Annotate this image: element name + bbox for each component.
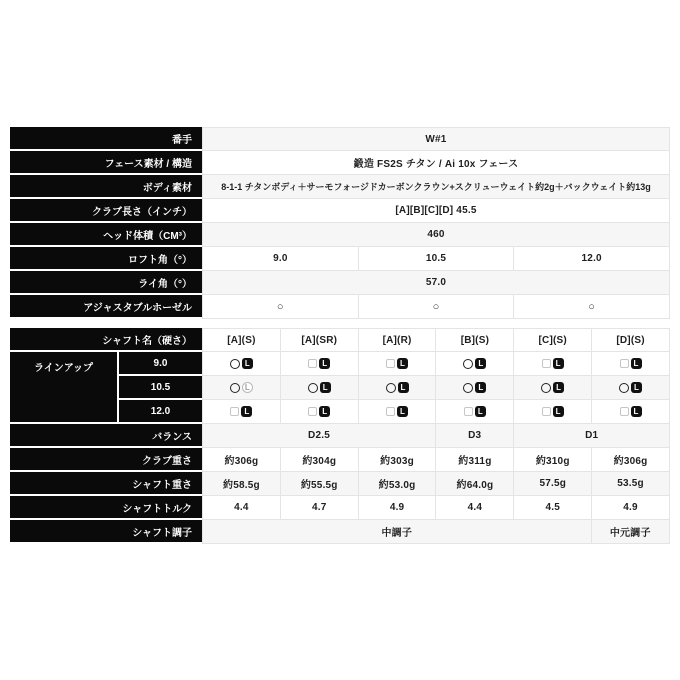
availability-circle-icon bbox=[541, 383, 551, 393]
shaft-weight-value: 57.5g bbox=[513, 472, 591, 495]
face-material-value: 鍛造 FS2S チタン / Ai 10x フェース bbox=[353, 159, 519, 170]
lineup-availability-cell bbox=[435, 376, 513, 399]
lineup-availability-cell bbox=[358, 400, 436, 423]
lineup-availability-cell bbox=[591, 376, 669, 399]
shaft-torque-label: シャフトトルク bbox=[10, 496, 202, 520]
lefty-badge-gray-icon: L bbox=[242, 382, 253, 393]
shaft-weight-value: 約64.0g bbox=[435, 472, 513, 495]
lineup-row-12 bbox=[117, 400, 670, 424]
lineup-availability-cell bbox=[280, 376, 358, 399]
balance-value: D2.5 bbox=[308, 430, 330, 441]
spec-sheet bbox=[10, 127, 670, 544]
spec-row-body-material bbox=[10, 175, 670, 199]
lineup-availability-cell bbox=[280, 352, 358, 375]
lefty-badge-icon: L bbox=[475, 358, 486, 369]
club-length-label: クラブ長さ（インチ） bbox=[10, 199, 202, 223]
loft-angle-value: 12.0 bbox=[513, 247, 669, 270]
lineup-availability-cell bbox=[280, 400, 358, 423]
lineup-row-9 bbox=[117, 352, 670, 376]
body-material-label: ボディ素材 bbox=[10, 175, 202, 199]
lineup-availability-cell bbox=[358, 352, 436, 375]
spec-row-club-number bbox=[10, 127, 670, 151]
availability-square-icon bbox=[308, 407, 317, 416]
availability-circle-icon bbox=[463, 383, 473, 393]
availability-circle-icon bbox=[308, 383, 318, 393]
adjustable-hosel-mark: ○ bbox=[513, 295, 669, 318]
availability-circle-icon bbox=[230, 383, 240, 393]
head-volume-value: 460 bbox=[427, 229, 445, 240]
club-weight-value: 約306g bbox=[591, 448, 669, 471]
lineup-block bbox=[10, 352, 670, 424]
lefty-badge-icon: L bbox=[320, 382, 331, 393]
head-spec-table bbox=[10, 127, 670, 319]
club-weight-label: クラブ重さ bbox=[10, 448, 202, 472]
lineup-availability-cell bbox=[435, 352, 513, 375]
spec-row-head-volume bbox=[10, 223, 670, 247]
lineup-availability-cell bbox=[203, 400, 280, 423]
lineup-availability-cell bbox=[513, 400, 591, 423]
club-number-label: 番手 bbox=[10, 127, 202, 151]
availability-circle-icon bbox=[619, 383, 629, 393]
spec-row-face-material bbox=[10, 151, 670, 175]
lefty-badge-icon: L bbox=[241, 406, 252, 417]
lefty-badge-icon: L bbox=[631, 358, 642, 369]
lefty-badge-icon: L bbox=[242, 358, 253, 369]
lineup-availability-cell bbox=[513, 376, 591, 399]
shaft-kick-point-label: シャフト調子 bbox=[10, 520, 202, 544]
club-weight-value: 約303g bbox=[358, 448, 436, 471]
lineup-availability-cell bbox=[513, 352, 591, 375]
lefty-badge-icon: L bbox=[631, 382, 642, 393]
loft-angle-value: 10.5 bbox=[358, 247, 514, 270]
shaft-column-header: [A](S) bbox=[227, 334, 256, 346]
lefty-badge-icon: L bbox=[553, 406, 564, 417]
face-material-label: フェース素材 / 構造 bbox=[10, 151, 202, 175]
spec-row-club-length bbox=[10, 199, 670, 223]
spec-row-adjustable-hosel bbox=[10, 295, 670, 319]
loft-angle-label: ロフト角（°） bbox=[10, 247, 202, 271]
lefty-badge-icon: L bbox=[631, 406, 642, 417]
club-weight-value: 約306g bbox=[224, 456, 259, 467]
lefty-badge-icon: L bbox=[319, 406, 330, 417]
shaft-column-header: [C](S) bbox=[513, 329, 591, 351]
availability-square-icon bbox=[464, 407, 473, 416]
club-weight-value: 約311g bbox=[435, 448, 513, 471]
shaft-header-row bbox=[10, 328, 670, 352]
lineup-label: ラインアップ bbox=[10, 352, 117, 424]
shaft-weight-value: 約55.5g bbox=[280, 472, 358, 495]
body-material-value: 8-1-1 チタンボディ＋サーモフォージドカーボンクラウン+スクリューウェイト約2g＋バックウェイト約13g bbox=[221, 182, 651, 192]
lineup-row-10-5 bbox=[117, 376, 670, 400]
lineup-loft-label: 9.0 bbox=[117, 352, 202, 376]
shaft-column-header: [A](SR) bbox=[280, 329, 358, 351]
shaft-weight-label: シャフト重さ bbox=[10, 472, 202, 496]
lefty-badge-icon: L bbox=[397, 358, 408, 369]
head-volume-label: ヘッド体積（CM³） bbox=[10, 223, 202, 247]
shaft-kick-point-value: 中元調子 bbox=[591, 520, 670, 543]
shaft-name-label: シャフト名（硬さ） bbox=[10, 328, 202, 352]
club-number-value: W#1 bbox=[425, 133, 447, 145]
lefty-badge-icon: L bbox=[553, 358, 564, 369]
availability-square-icon bbox=[386, 359, 395, 368]
shaft-column-header: [D](S) bbox=[591, 329, 669, 351]
balance-value: D3 bbox=[435, 424, 513, 447]
shaft-kick-point-value: 中調子 bbox=[381, 528, 413, 539]
spec-row-balance bbox=[10, 424, 670, 448]
shaft-torque-value: 4.9 bbox=[591, 496, 669, 519]
shaft-torque-value: 4.5 bbox=[513, 496, 591, 519]
lineup-availability-cell bbox=[591, 400, 669, 423]
lineup-availability-cell bbox=[203, 352, 280, 375]
shaft-weight-value: 約58.5g bbox=[223, 480, 260, 491]
lefty-badge-icon: L bbox=[397, 406, 408, 417]
shaft-weight-value: 53.5g bbox=[591, 472, 669, 495]
lineup-availability-cell bbox=[203, 376, 280, 399]
availability-square-icon bbox=[542, 359, 551, 368]
availability-square-icon bbox=[620, 359, 629, 368]
adjustable-hosel-mark: ○ bbox=[358, 295, 514, 318]
adjustable-hosel-label: アジャスタブルホーゼル bbox=[10, 295, 202, 319]
availability-circle-icon bbox=[386, 383, 396, 393]
lineup-availability-cell bbox=[358, 376, 436, 399]
spec-row-shaft-weight bbox=[10, 472, 670, 496]
loft-angle-value: 9.0 bbox=[273, 253, 288, 264]
spec-row-loft-angle bbox=[10, 247, 670, 271]
lefty-badge-icon: L bbox=[553, 382, 564, 393]
availability-circle-icon bbox=[230, 359, 240, 369]
availability-square-icon bbox=[542, 407, 551, 416]
club-length-value: [A][B][C][D] 45.5 bbox=[395, 205, 477, 216]
lineup-availability-cell bbox=[435, 400, 513, 423]
lie-angle-label: ライ角（°） bbox=[10, 271, 202, 295]
lefty-badge-icon: L bbox=[475, 406, 486, 417]
shaft-torque-value: 4.4 bbox=[234, 502, 249, 513]
shaft-column-header: [A](R) bbox=[358, 329, 436, 351]
spec-row-shaft-kick-point bbox=[10, 520, 670, 544]
availability-circle-icon bbox=[463, 359, 473, 369]
shaft-spec-table bbox=[10, 328, 670, 544]
shaft-torque-value: 4.4 bbox=[435, 496, 513, 519]
shaft-weight-value: 約53.0g bbox=[358, 472, 436, 495]
availability-square-icon bbox=[620, 407, 629, 416]
shaft-torque-value: 4.7 bbox=[280, 496, 358, 519]
club-weight-value: 約304g bbox=[280, 448, 358, 471]
availability-square-icon bbox=[386, 407, 395, 416]
lineup-loft-label: 10.5 bbox=[117, 376, 202, 400]
availability-square-icon bbox=[308, 359, 317, 368]
spec-row-lie-angle bbox=[10, 271, 670, 295]
lineup-loft-label: 12.0 bbox=[117, 400, 202, 424]
club-weight-value: 約310g bbox=[513, 448, 591, 471]
shaft-column-header: [B](S) bbox=[435, 329, 513, 351]
spec-row-club-weight bbox=[10, 448, 670, 472]
availability-square-icon bbox=[230, 407, 239, 416]
balance-label: バランス bbox=[10, 424, 202, 448]
lefty-badge-icon: L bbox=[398, 382, 409, 393]
shaft-torque-value: 4.9 bbox=[358, 496, 436, 519]
lefty-badge-icon: L bbox=[319, 358, 330, 369]
lineup-availability-cell bbox=[591, 352, 669, 375]
lie-angle-value: 57.0 bbox=[425, 277, 447, 288]
balance-value: D1 bbox=[513, 424, 669, 447]
adjustable-hosel-mark: ○ bbox=[276, 300, 284, 313]
spec-row-shaft-torque bbox=[10, 496, 670, 520]
lefty-badge-icon: L bbox=[475, 382, 486, 393]
